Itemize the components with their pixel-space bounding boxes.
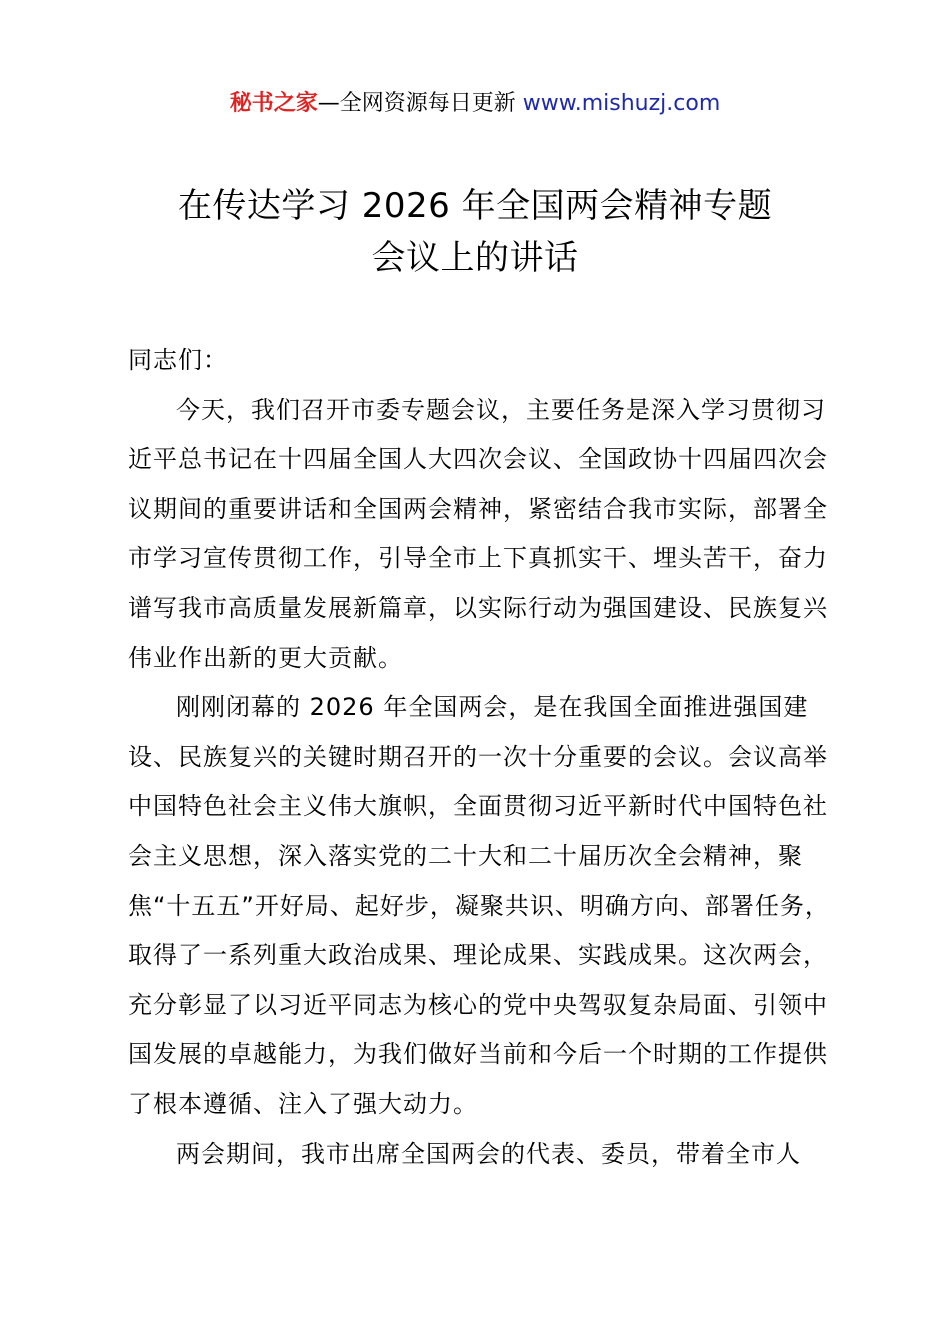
paragraph-1: 今天，我们召开市委专题会议，主要任务是深入学习贯彻习近平总书记在十四届全国人大四次会议、全国政协十四届四次会议期间的重要讲话和全国两会精神，紧密结合我市实际，部署全市学习宣传贯彻工作，引导全市上下真抓实干、埋头苦干，奋力谱写我市高质量发展新篇章，以实际行动为强国建设、民族复兴伟业作出新的更大贡献。 — [128, 395, 828, 672]
title-line-1: 在传达学习 2026 年全国两会精神专题 — [177, 186, 773, 226]
paragraph-3: 两会期间，我市出席全国两会的代表、委员，带着全市人 — [176, 1139, 801, 1168]
paragraph-2: 刚刚闭幕的 2026 年全国两会，是在我国全面推进强国建设、民族复兴的关键时期召开的一次十分重要的会议。会议高举中国特色社会主义伟大旗帜，全面贯彻习近平新时代中国特色社会主义思想，深入落实党的二十大和二十届历次全会精神，聚焦“十五五”开好局、起好步，凝聚共识、明确方向、部署任务，取得了一系列重大政治成果、理论成果、实践成果。这次两会，充分彰显了以习近平同志为核心的党中央驾驭复杂局面、引领中国发展的卓越能力，为我们做好当前和今后一个时期的工作提供了根本遵循、注入了强大动力。 — [128, 693, 830, 1118]
site-header — [0, 86, 950, 122]
salutation: 同志们： — [128, 346, 228, 374]
site-brand: 秘书之家 — [229, 91, 318, 116]
site-tagline: —全网资源每日更新 — [317, 91, 523, 116]
title-line-2: 会议上的讲话 — [371, 238, 579, 278]
document-body — [128, 336, 838, 1179]
document-title — [0, 180, 950, 284]
site-url-link[interactable]: www.mishuzj.com — [522, 91, 721, 116]
